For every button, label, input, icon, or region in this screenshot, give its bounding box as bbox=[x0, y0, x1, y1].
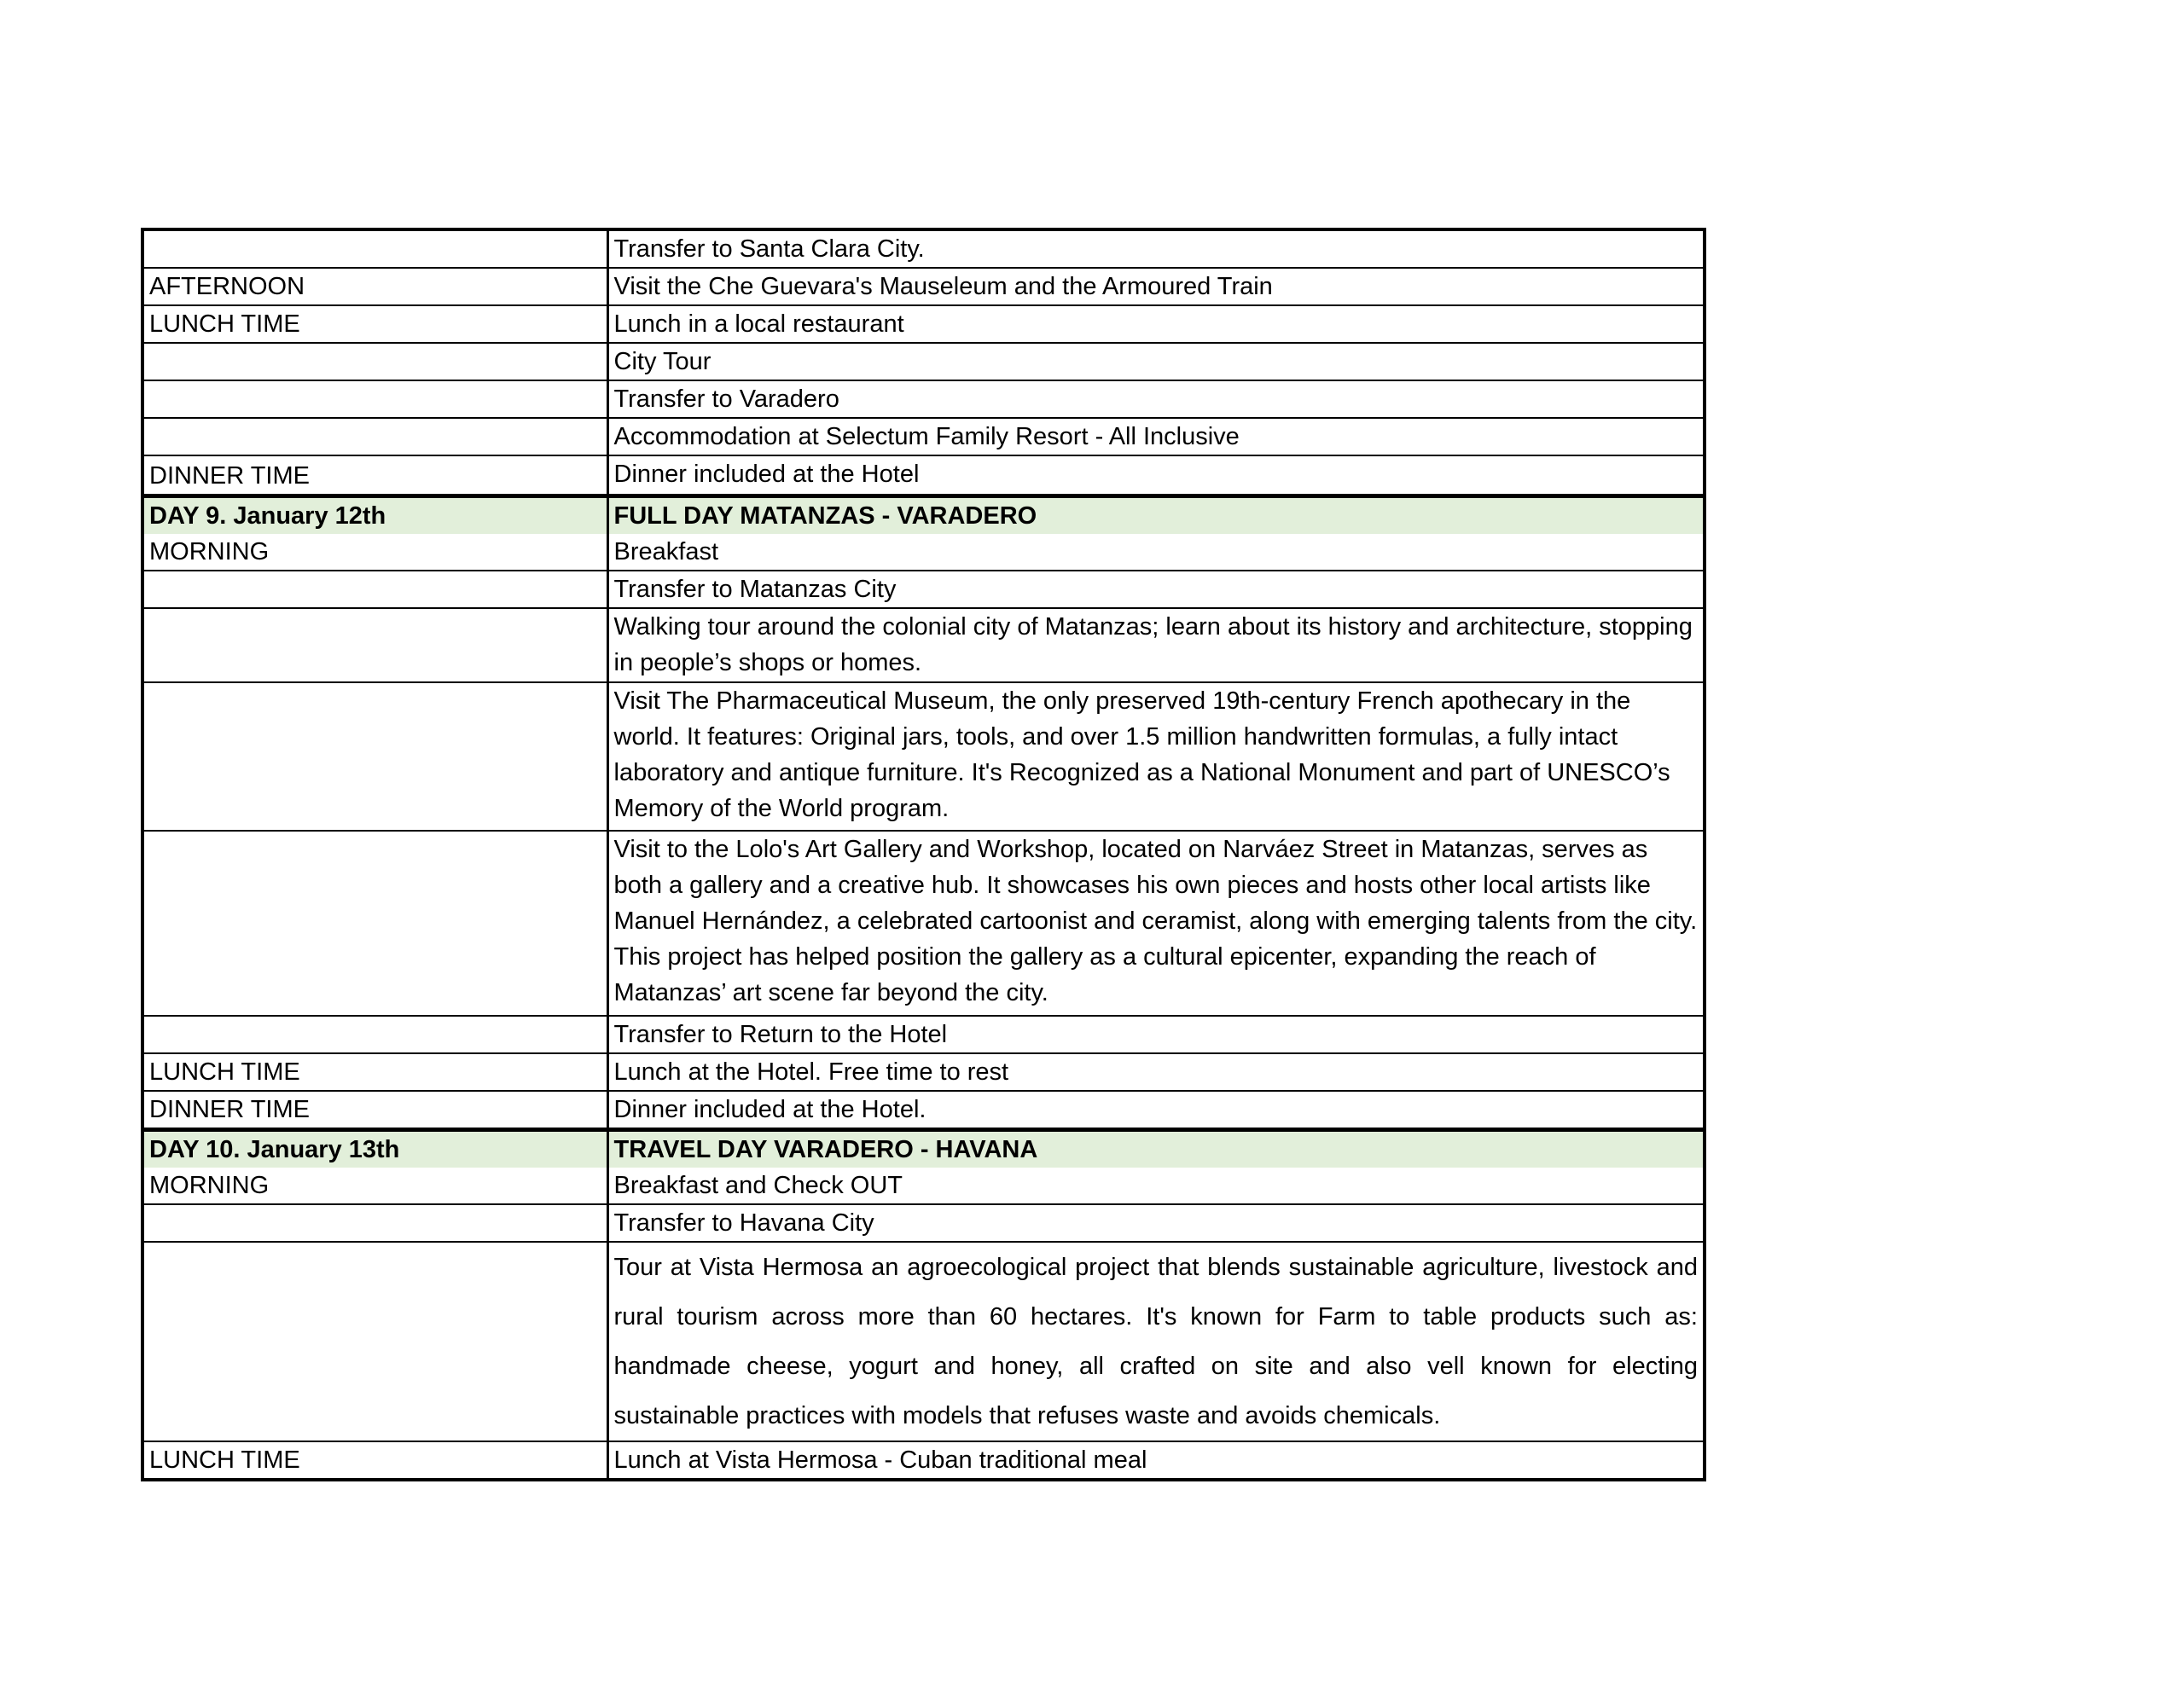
time-slot-cell: MORNING bbox=[142, 534, 607, 571]
activity-cell: Dinner included at the Hotel. bbox=[607, 1091, 1705, 1130]
time-slot-cell bbox=[142, 229, 607, 268]
itinerary-row bbox=[142, 682, 1705, 831]
itinerary-row bbox=[142, 534, 1705, 571]
itinerary-row bbox=[142, 268, 1705, 305]
activity-cell: Transfer to Havana City bbox=[607, 1204, 1705, 1242]
time-slot-cell bbox=[142, 1204, 607, 1242]
time-slot-cell bbox=[142, 608, 607, 682]
time-slot-cell: LUNCH TIME bbox=[142, 1053, 607, 1091]
activity-cell: Breakfast and Check OUT bbox=[607, 1168, 1705, 1204]
activity-cell: Lunch in a local restaurant bbox=[607, 305, 1705, 343]
itinerary-row bbox=[142, 305, 1705, 343]
itinerary-row bbox=[142, 1441, 1705, 1480]
itinerary-row bbox=[142, 1053, 1705, 1091]
activity-cell: Transfer to Matanzas City bbox=[607, 571, 1705, 608]
day-title-cell: TRAVEL DAY VARADERO - HAVANA bbox=[607, 1129, 1705, 1168]
time-slot-cell bbox=[142, 571, 607, 608]
time-slot-cell bbox=[142, 1016, 607, 1053]
itinerary-row bbox=[142, 1204, 1705, 1242]
activity-cell: Dinner included at the Hotel bbox=[607, 455, 1705, 496]
time-slot-cell bbox=[142, 343, 607, 380]
activity-cell: Tour at Vista Hermosa an agroecological project that blends sustainable agriculture, livestock and rural tourism across more than 60 hectares. It's known for Farm to table products such as: handmade cheese, yogurt and honey, all crafted on site and also vell known for electing sustainable practices with models that refuses waste and avoids chemicals. bbox=[607, 1242, 1705, 1441]
time-slot-cell bbox=[142, 1242, 607, 1441]
itinerary-row bbox=[142, 1168, 1705, 1204]
day-label-cell: DAY 9. January 12th bbox=[142, 496, 607, 534]
itinerary-row bbox=[142, 571, 1705, 608]
day-header-row bbox=[142, 1129, 1705, 1168]
activity-cell: Lunch at Vista Hermosa - Cuban traditional meal bbox=[607, 1441, 1705, 1480]
day-header-row bbox=[142, 496, 1705, 534]
itinerary-row bbox=[142, 418, 1705, 455]
time-slot-cell: LUNCH TIME bbox=[142, 305, 607, 343]
itinerary-row bbox=[142, 608, 1705, 682]
itinerary-row bbox=[142, 229, 1705, 268]
activity-cell: Lunch at the Hotel. Free time to rest bbox=[607, 1053, 1705, 1091]
itinerary-row bbox=[142, 1091, 1705, 1130]
activity-cell: Walking tour around the colonial city of Matanzas; learn about its history and architecture, stopping in people’s shops or homes. bbox=[607, 608, 1705, 682]
time-slot-cell: LUNCH TIME bbox=[142, 1441, 607, 1480]
activity-cell: Visit the Che Guevara's Mauseleum and the Armoured Train bbox=[607, 268, 1705, 305]
time-slot-cell bbox=[142, 682, 607, 831]
activity-cell: Breakfast bbox=[607, 534, 1705, 571]
itinerary-row bbox=[142, 1242, 1705, 1441]
time-slot-cell: MORNING bbox=[142, 1168, 607, 1204]
time-slot-cell bbox=[142, 380, 607, 418]
time-slot-cell: DINNER TIME bbox=[142, 455, 607, 496]
activity-cell: Transfer to Santa Clara City. bbox=[607, 229, 1705, 268]
day-title-cell: FULL DAY MATANZAS - VARADERO bbox=[607, 496, 1705, 534]
time-slot-cell: DINNER TIME bbox=[142, 1091, 607, 1130]
day-label-cell: DAY 10. January 13th bbox=[142, 1129, 607, 1168]
itinerary-row bbox=[142, 380, 1705, 418]
itinerary-row bbox=[142, 455, 1705, 496]
activity-cell: Accommodation at Selectum Family Resort - All Inclusive bbox=[607, 418, 1705, 455]
itinerary-row bbox=[142, 831, 1705, 1016]
activity-cell: Transfer to Return to the Hotel bbox=[607, 1016, 1705, 1053]
itinerary-table bbox=[141, 228, 1706, 1481]
activity-cell: Visit to the Lolo's Art Gallery and Workshop, located on Narváez Street in Matanzas, serves as both a gallery and a creative hub. It showcases his own pieces and hosts other local artists like Manuel Hernández, a celebrated cartoonist and ceramist, along with emerging talents from the city. This project has helped position the gallery as a cultural epicenter, expanding the reach of Matanzas’ art scene far beyond the city. bbox=[607, 831, 1705, 1016]
itinerary-row bbox=[142, 1016, 1705, 1053]
time-slot-cell: AFTERNOON bbox=[142, 268, 607, 305]
time-slot-cell bbox=[142, 831, 607, 1016]
activity-cell: City Tour bbox=[607, 343, 1705, 380]
activity-cell: Transfer to Varadero bbox=[607, 380, 1705, 418]
activity-cell: Visit The Pharmaceutical Museum, the only preserved 19th-century French apothecary in the world. It features: Original jars, tools, and over 1.5 million handwritten formulas, a fully intact laboratory and antique furniture. It's Recognized as a National Monument and part of UNESCO’s Memory of the World program. bbox=[607, 682, 1705, 831]
itinerary-row bbox=[142, 343, 1705, 380]
time-slot-cell bbox=[142, 418, 607, 455]
